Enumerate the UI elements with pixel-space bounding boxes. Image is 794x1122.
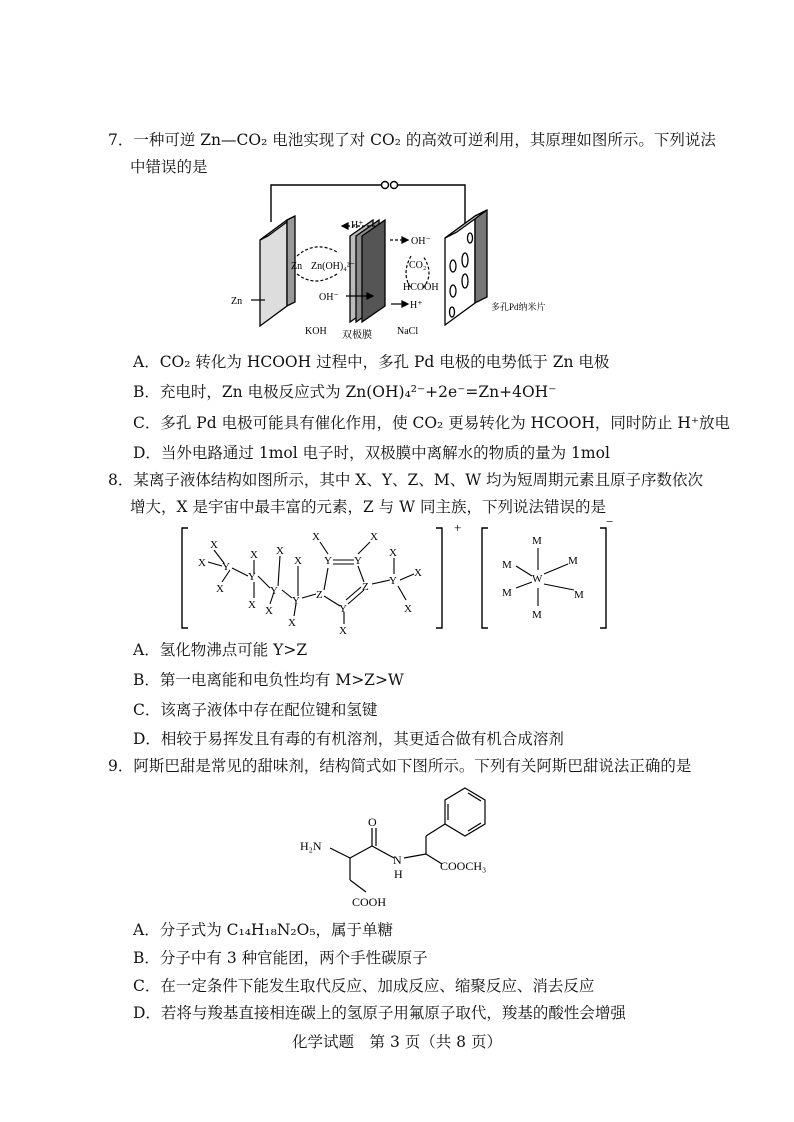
label-h-plus-bottom: H⁺ xyxy=(410,300,423,311)
atom-x: X xyxy=(339,625,347,637)
atom-m: M xyxy=(532,535,542,547)
atom-x: X xyxy=(404,603,412,615)
q7-stem-line2: 中错误的是 xyxy=(130,158,208,176)
atom-y: Y xyxy=(339,603,347,615)
q8-stem-line1: 8．某离子液体结构如图所示，其中 X、Y、Z、M、W 均为短周期元素且原子序数依次 xyxy=(108,471,704,489)
external-circuit xyxy=(271,182,465,229)
q8-option-d: D．相较于易挥发且有毒的有机溶剂，其更适合做有机合成溶剂 xyxy=(133,730,564,748)
charge-plus: + xyxy=(454,520,462,535)
label-h: H xyxy=(394,867,403,881)
atom-z: Z xyxy=(362,581,369,593)
q9-option-b: B．分子中有 3 种官能团，两个手性碳原子 xyxy=(133,949,428,967)
atom-x: X xyxy=(198,557,206,569)
atom-x: X xyxy=(414,567,422,579)
atom-x: X xyxy=(389,547,397,559)
label-cooch3: COOCH₃ xyxy=(440,859,487,873)
atom-x: X xyxy=(265,605,273,617)
atom-x: X xyxy=(248,599,256,611)
q8-option-b: B．第一电离能和电负性均有 M>Z>W xyxy=(133,671,404,689)
q7-option-d: D．当外电路通过 1mol 电子时，双极膜中离解水的物质的量为 1mol xyxy=(133,444,610,462)
atom-y: Y xyxy=(389,575,397,587)
label-co2: CO₂ xyxy=(409,260,427,271)
label-zn: Zn xyxy=(231,296,243,307)
atom-x: X xyxy=(288,617,296,629)
bipolar-membrane xyxy=(350,220,385,322)
charge-minus: − xyxy=(606,514,614,529)
atom-x: X xyxy=(370,531,378,543)
atom-m: M xyxy=(568,555,578,567)
pd-electrode xyxy=(445,210,487,325)
label-zincate: Zn(OH)₄²⁻ xyxy=(311,261,355,272)
q7-option-c: C．多孔 Pd 电极可能具有催化作用，使 CO₂ 更易转化为 HCOOH，同时防止 H⁺放电 xyxy=(133,414,731,432)
q7-stem-line1: 7．一种可逆 Zn—CO₂ 电池实现了对 CO₂ 的高效可逆利用，其原理如图所示。下列说法 xyxy=(108,131,716,149)
label-n: N xyxy=(393,853,402,867)
atom-x: X xyxy=(210,539,218,551)
atom-x: X xyxy=(312,531,320,543)
atom-y: Y xyxy=(222,561,230,573)
cation-bonds xyxy=(208,542,414,624)
label-oh-bottom: OH⁻ xyxy=(319,292,339,303)
q7-option-b: B．充电时，Zn 电极反应式为 Zn(OH)₄²⁻+2e⁻=Zn+4OH⁻ xyxy=(133,383,557,401)
label-h2n: H₂N xyxy=(300,839,322,853)
atom-y: Y xyxy=(292,595,300,607)
q8-option-c: C．该离子液体中存在配位键和氢键 xyxy=(133,701,378,719)
zn-electrode xyxy=(260,216,295,326)
label-hcooh: HCOOH xyxy=(403,282,439,293)
atom-m: M xyxy=(502,559,512,571)
label-h-plus-top: H⁺ xyxy=(351,220,364,231)
label-pd: 多孔Pd纳米片 xyxy=(491,302,546,312)
atom-x: X xyxy=(276,545,284,557)
atom-z: Z xyxy=(316,589,323,601)
atom-y: Y xyxy=(270,585,278,597)
q8-option-a: A．氢化物沸点可能 Y>Z xyxy=(133,641,308,659)
atom-x: X xyxy=(294,555,302,567)
label-oh-top: OH⁻ xyxy=(411,236,431,247)
label-koh: KOH xyxy=(305,326,327,337)
atom-m: M xyxy=(532,609,542,621)
q8-ionic-liquid-structure xyxy=(170,514,620,638)
page-footer: 化学试题 第 3 页（共 8 页） xyxy=(292,1033,502,1051)
label-o: O xyxy=(368,815,377,829)
anion-bonds xyxy=(516,548,574,606)
atom-x: X xyxy=(216,583,224,595)
q7-option-a: A．CO₂ 转化为 HCOOH 过程中，多孔 Pd 电极的电势低于 Zn 电极 xyxy=(133,353,610,371)
label-zn-inner: Zn xyxy=(291,261,303,272)
aspartame-bonds xyxy=(330,788,485,892)
atom-y: Y xyxy=(248,571,256,583)
atom-m: M xyxy=(574,589,584,601)
atom-y: Y xyxy=(354,555,362,567)
q9-stem-line1: 9．阿斯巴甜是常见的甜味剂，结构简式如下图所示。下列有关阿斯巴甜说法正确的是 xyxy=(108,757,692,775)
atom-y: Y xyxy=(324,555,332,567)
q9-option-a: A．分子式为 C₁₄H₁₈N₂O₅，属于单糖 xyxy=(133,921,394,939)
atom-w: W xyxy=(532,573,543,585)
q8-stem-line2: 增大，X 是宇宙中最丰富的元素，Z 与 W 同主族，下列说法错误的是 xyxy=(130,498,606,516)
atom-m: M xyxy=(502,587,512,599)
q9-option-d: D．若将与羧基直接相连碳上的氢原子用氟原子取代，羧基的酸性会增强 xyxy=(133,1004,626,1022)
label-membrane: 双极膜 xyxy=(342,330,372,341)
q7-battery-diagram xyxy=(225,178,546,348)
q9-aspartame-structure xyxy=(290,778,530,918)
label-nacl: NaCl xyxy=(397,326,419,337)
label-cooh: COOH xyxy=(352,895,387,909)
atom-x: X xyxy=(250,549,258,561)
q9-option-c: C．在一定条件下能发生取代反应、加成反应、缩聚反应、消去反应 xyxy=(133,977,595,995)
